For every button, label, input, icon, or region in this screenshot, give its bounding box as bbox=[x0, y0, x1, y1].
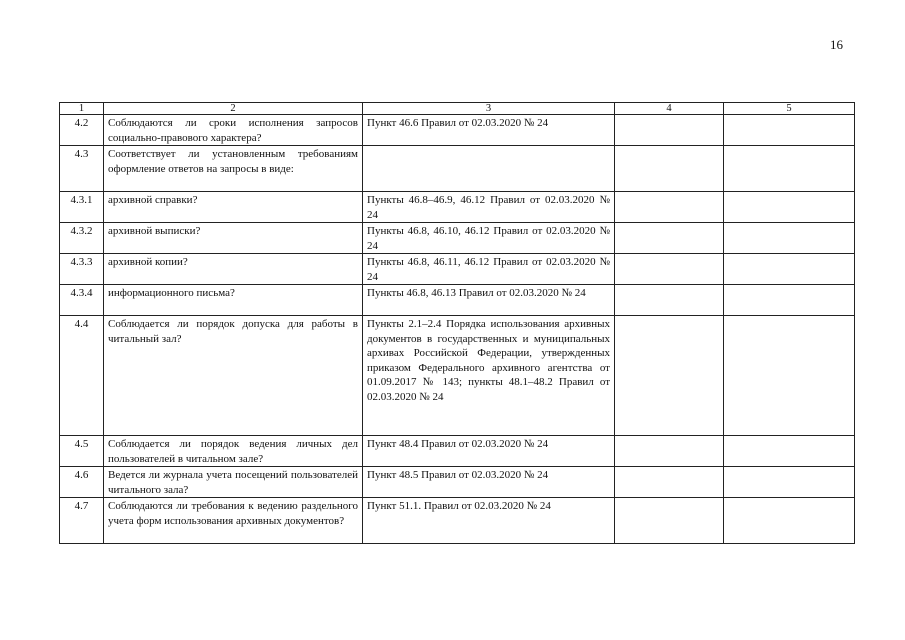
row-number: 4.3 bbox=[60, 146, 104, 192]
header-row bbox=[60, 103, 855, 115]
row-reference: Пункт 48.4 Правил от 02.03.2020 № 24 bbox=[363, 436, 615, 467]
row-col4 bbox=[615, 436, 724, 467]
row-question: информационного письма? bbox=[104, 285, 363, 316]
row-question: Соответствует ли установленным требованиям оформление ответов на запросы в виде: bbox=[104, 146, 363, 192]
table-row bbox=[60, 467, 855, 498]
row-question: Соблюдаются ли сроки исполнения запросов социально-правового характера? bbox=[104, 115, 363, 146]
row-col4 bbox=[615, 254, 724, 285]
row-number: 4.2 bbox=[60, 115, 104, 146]
row-question: архивной копии? bbox=[104, 254, 363, 285]
row-col4 bbox=[615, 467, 724, 498]
table-row bbox=[60, 285, 855, 316]
row-col4 bbox=[615, 146, 724, 192]
row-question: Соблюдается ли порядок допуска для работы в читальный зал? bbox=[104, 316, 363, 436]
row-col5 bbox=[724, 285, 855, 316]
header-col-5: 5 bbox=[724, 103, 855, 115]
header-col-4: 4 bbox=[615, 103, 724, 115]
row-number: 4.3.3 bbox=[60, 254, 104, 285]
row-number: 4.3.1 bbox=[60, 192, 104, 223]
row-reference: Пункты 46.8, 46.13 Правил от 02.03.2020 № 24 bbox=[363, 285, 615, 316]
row-col4 bbox=[615, 115, 724, 146]
row-number: 4.3.4 bbox=[60, 285, 104, 316]
row-col5 bbox=[724, 498, 855, 544]
row-reference: Пункт 48.5 Правил от 02.03.2020 № 24 bbox=[363, 467, 615, 498]
row-col5 bbox=[724, 146, 855, 192]
row-number: 4.4 bbox=[60, 316, 104, 436]
row-question: Соблюдается ли порядок ведения личных дел пользователей в читальном зале? bbox=[104, 436, 363, 467]
table-row bbox=[60, 498, 855, 544]
row-question: архивной справки? bbox=[104, 192, 363, 223]
row-reference: Пункты 2.1–2.4 Порядка использования архивных документов в государственных и муниципальных архивах Российской Федерации, утвержденных приказом Федерального архивного агентства от 01.09.2017 № 143; пункты 48.1–48.2 Правил от 02.03.2020 № 24 bbox=[363, 316, 615, 436]
table-row bbox=[60, 115, 855, 146]
table-row bbox=[60, 192, 855, 223]
row-reference: Пункты 46.8, 46.11, 46.12 Правил от 02.03.2020 № 24 bbox=[363, 254, 615, 285]
page-number: 16 bbox=[830, 37, 843, 52]
row-col5 bbox=[724, 115, 855, 146]
row-col5 bbox=[724, 316, 855, 436]
header-col-2: 2 bbox=[104, 103, 363, 115]
row-question: архивной выписки? bbox=[104, 223, 363, 254]
header-col-3: 3 bbox=[363, 103, 615, 115]
header-col-1: 1 bbox=[60, 103, 104, 115]
row-number: 4.3.2 bbox=[60, 223, 104, 254]
row-number: 4.7 bbox=[60, 498, 104, 544]
table-row bbox=[60, 316, 855, 436]
row-col5 bbox=[724, 254, 855, 285]
row-reference: Пункт 51.1. Правил от 02.03.2020 № 24 bbox=[363, 498, 615, 544]
row-col4 bbox=[615, 223, 724, 254]
row-col5 bbox=[724, 223, 855, 254]
row-reference: Пункты 46.8, 46.10, 46.12 Правил от 02.03.2020 № 24 bbox=[363, 223, 615, 254]
row-col5 bbox=[724, 192, 855, 223]
row-number: 4.6 bbox=[60, 467, 104, 498]
row-col4 bbox=[615, 498, 724, 544]
row-reference: Пункты 46.8–46.9, 46.12 Правил от 02.03.2020 № 24 bbox=[363, 192, 615, 223]
row-col4 bbox=[615, 285, 724, 316]
table-row bbox=[60, 254, 855, 285]
row-question: Соблюдаются ли требования к ведению раздельного учета форм использования архивных документов? bbox=[104, 498, 363, 544]
row-col4 bbox=[615, 316, 724, 436]
table-row bbox=[60, 223, 855, 254]
table-row bbox=[60, 146, 855, 192]
row-col5 bbox=[724, 467, 855, 498]
row-number: 4.5 bbox=[60, 436, 104, 467]
checklist-table bbox=[59, 102, 855, 544]
row-col5 bbox=[724, 436, 855, 467]
table-row bbox=[60, 436, 855, 467]
row-col4 bbox=[615, 192, 724, 223]
row-question: Ведется ли журнала учета посещений пользователей читального зала? bbox=[104, 467, 363, 498]
row-reference bbox=[363, 146, 615, 192]
row-reference: Пункт 46.6 Правил от 02.03.2020 № 24 bbox=[363, 115, 615, 146]
